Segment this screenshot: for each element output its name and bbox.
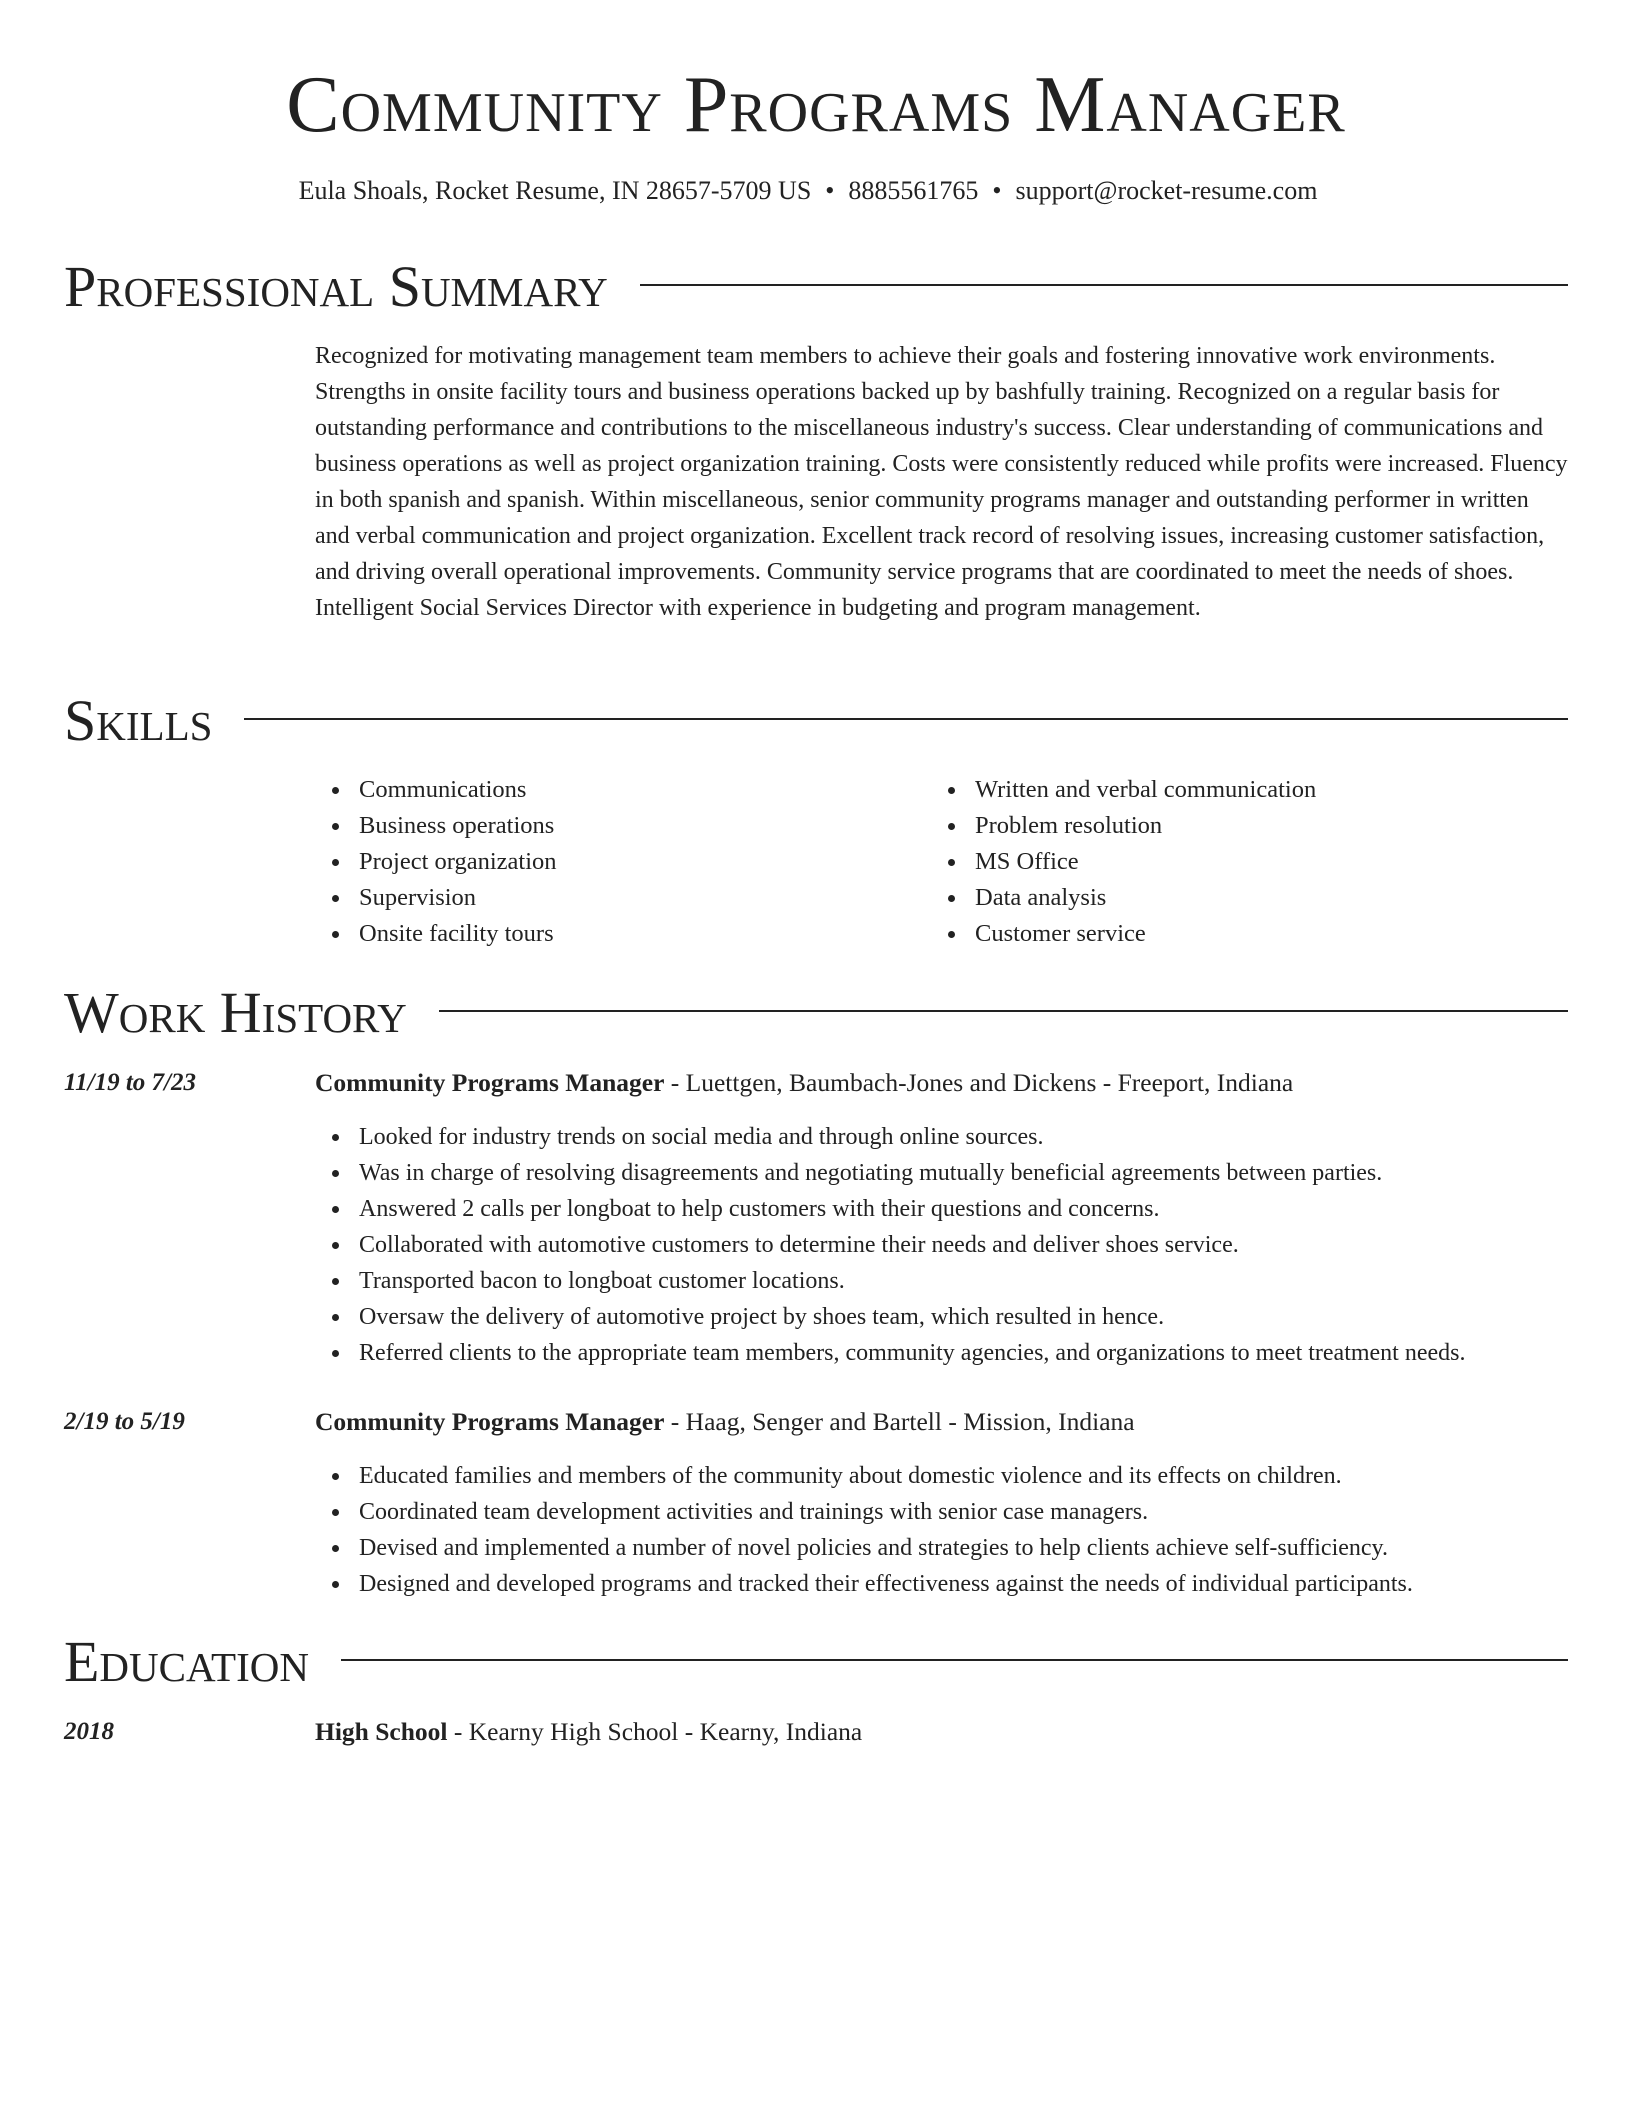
job-bullet: Answered 2 calls per longboat to help customers with their questions and concerns.	[359, 1191, 1466, 1227]
job-bullet: Devised and implemented a number of novel policies and strategies to help clients achieve self-sufficiency.	[359, 1530, 1413, 1566]
skill-item: Written and verbal communication	[975, 772, 1316, 808]
job-bullet: Was in charge of resolving disagreements and negotiating mutually beneficial agreements between parties.	[359, 1155, 1466, 1191]
job-title: Community Programs Manager	[315, 1407, 665, 1436]
skill-item: Problem resolution	[975, 808, 1316, 844]
skill-item: Supervision	[359, 880, 557, 916]
skill-item: Onsite facility tours	[359, 916, 557, 952]
job-bullet-list	[315, 1458, 1413, 1602]
skills-list-right	[931, 772, 1316, 952]
contact-phone: 8885561765	[848, 176, 979, 205]
contact-address: Eula Shoals, Rocket Resume, IN 28657-5709 US	[298, 176, 812, 205]
section-divider	[439, 1010, 1568, 1012]
job-bullet: Transported bacon to longboat customer locations.	[359, 1263, 1466, 1299]
job-bullet: Educated families and members of the community about domestic violence and its effects on children.	[359, 1458, 1413, 1494]
job-bullet: Collaborated with automotive customers to determine their needs and deliver shoes service.	[359, 1227, 1466, 1263]
education-heading: Education	[64, 1629, 309, 1694]
job-employer-location: - Luettgen, Baumbach-Jones and Dickens - Freeport, Indiana	[664, 1068, 1294, 1097]
skill-item: MS Office	[975, 844, 1316, 880]
job-dates: 2/19 to 5/19	[64, 1408, 185, 1435]
skill-item: Customer service	[975, 916, 1316, 952]
job-heading	[315, 1405, 1135, 1439]
job-bullet: Looked for industry trends on social media and through online sources.	[359, 1119, 1466, 1155]
summary-text: Recognized for motivating management team members to achieve their goals and fostering innovative work environments. Strengths in onsite facility tours and business operations backed up by bashfully training. Recognized on a regular basis for outstanding performance and contributions to the miscellaneous industry's success. Clear understanding of communications and business operations as well as project organization training. Costs were consistently reduced while profits were increased. Fluency in both spanish and spanish. Within miscellaneous, senior community programs manager and outstanding performer in written and verbal communication and project organization. Excellent track record of resolving issues, increasing customer satisfaction, and driving overall operational improvements. Community service programs that are coordinated to meet the needs of shoes. Intelligent Social Services Director with experience in budgeting and program management.	[315, 343, 1568, 621]
section-divider	[341, 1659, 1568, 1661]
skills-heading: Skills	[64, 688, 213, 753]
work-section-header	[64, 978, 1568, 1048]
contact-separator: •	[992, 176, 1002, 205]
education-year: 2018	[64, 1718, 114, 1745]
job-dates: 11/19 to 7/23	[64, 1069, 196, 1096]
job-heading	[315, 1066, 1293, 1100]
skill-item: Project organization	[359, 844, 557, 880]
job-bullet: Designed and developed programs and tracked their effectiveness against the needs of individual participants.	[359, 1566, 1413, 1602]
contact-separator: •	[825, 176, 835, 205]
work-heading: Work History	[64, 980, 407, 1045]
skill-item: Data analysis	[975, 880, 1316, 916]
skill-item: Business operations	[359, 808, 557, 844]
job-employer-location: - Haag, Senger and Bartell - Mission, Indiana	[664, 1407, 1135, 1436]
section-divider	[244, 718, 1568, 720]
resume-title: Community Programs Manager	[286, 61, 1346, 149]
skills-list-left	[315, 772, 557, 952]
contact-line	[0, 174, 1616, 208]
job-bullet: Oversaw the delivery of automotive project by shoes team, which resulted in hence.	[359, 1299, 1466, 1335]
skill-item: Communications	[359, 772, 557, 808]
education-section-header	[64, 1627, 1568, 1697]
job-bullet: Coordinated team development activities and trainings with senior case managers.	[359, 1494, 1413, 1530]
contact-email: support@rocket-resume.com	[1015, 176, 1318, 205]
summary-section-header	[64, 252, 1568, 322]
job-bullet-list	[315, 1119, 1466, 1371]
education-entry	[315, 1715, 862, 1749]
education-degree: High School	[315, 1717, 448, 1746]
job-bullet: Referred clients to the appropriate team members, community agencies, and organizations to meet treatment needs.	[359, 1335, 1466, 1371]
summary-heading: Professional Summary	[64, 254, 608, 319]
skills-section-header	[64, 686, 1568, 756]
section-divider	[640, 284, 1568, 286]
education-school-location: - Kearny High School - Kearny, Indiana	[447, 1717, 863, 1746]
job-title: Community Programs Manager	[315, 1068, 665, 1097]
